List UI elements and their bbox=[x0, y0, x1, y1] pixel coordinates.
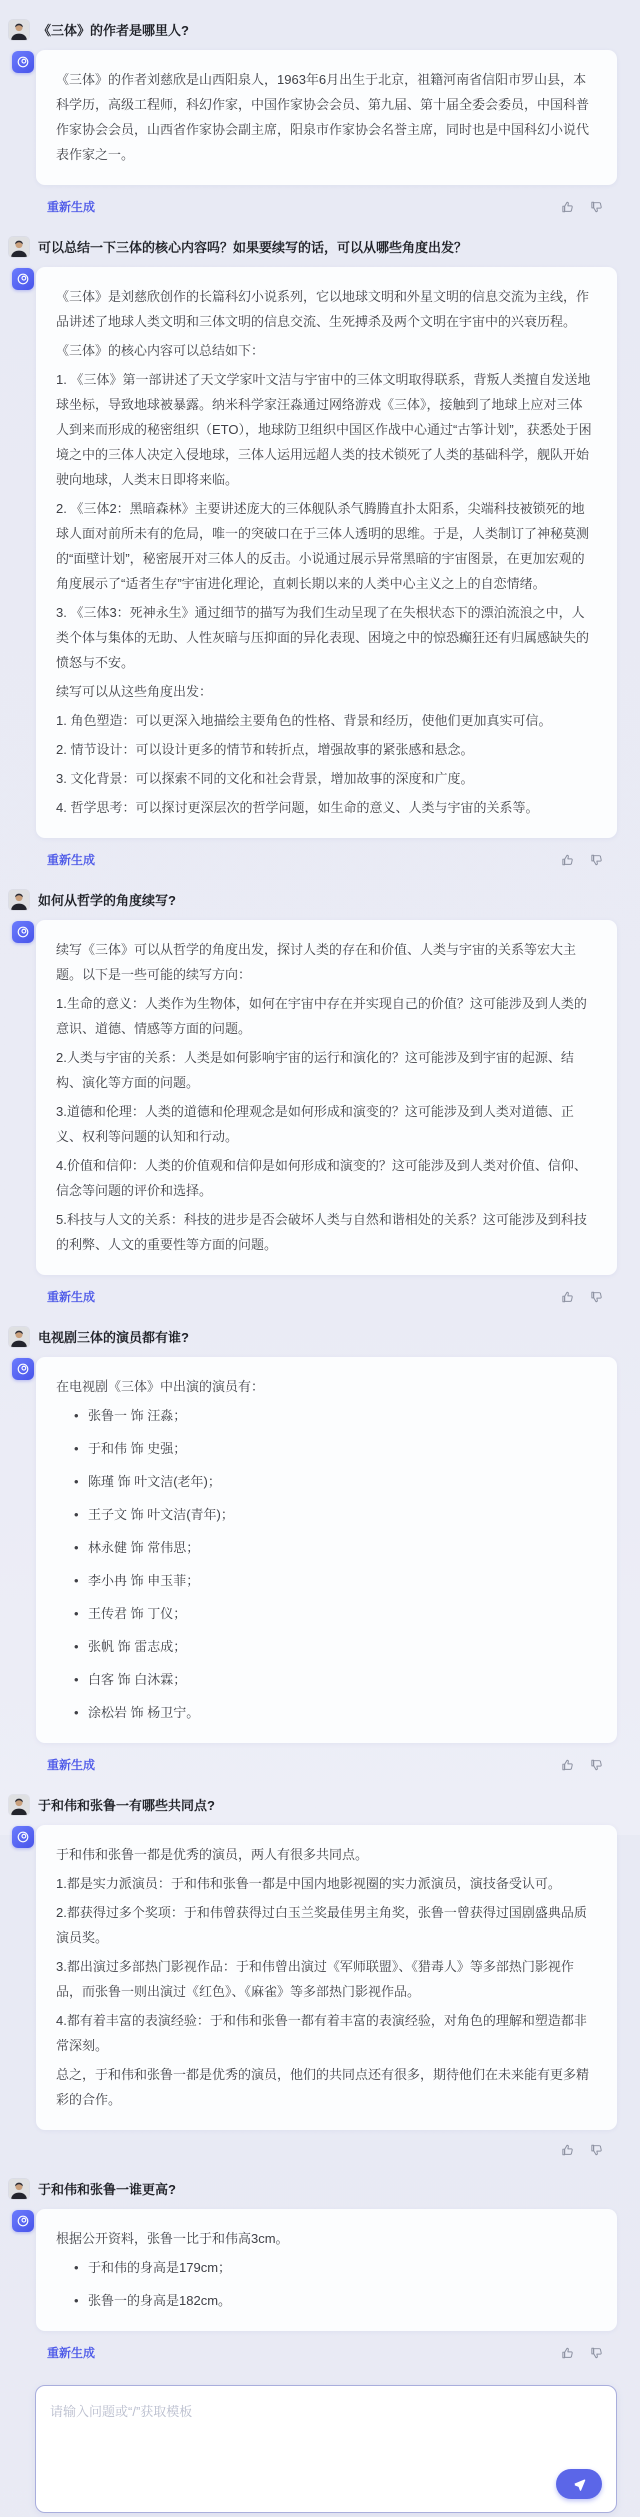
assistant-answer-card bbox=[36, 2209, 617, 2331]
thumbs-down-icon[interactable] bbox=[590, 1290, 604, 1304]
chat-exchange bbox=[0, 882, 640, 1315]
user-avatar bbox=[9, 1795, 29, 1815]
answer-footer bbox=[0, 838, 640, 878]
regenerate-button[interactable]: 重新生成 bbox=[47, 2346, 96, 2360]
bullet-list bbox=[74, 2255, 595, 2313]
user-question-row bbox=[0, 229, 640, 267]
thumbs-up-icon[interactable] bbox=[561, 2346, 575, 2360]
user-question-row bbox=[0, 1319, 640, 1357]
answer-paragraph: 4.都有着丰富的表演经验：于和伟和张鲁一都有着丰富的表演经验，对角色的理解和塑造都非常深刻。 bbox=[56, 2013, 587, 2053]
assistant-answer-card bbox=[36, 1357, 617, 1743]
portrait-avatar-icon bbox=[9, 237, 29, 257]
answer-paragraph: 3.都出演过多部热门影视作品：于和伟曾出演过《军师联盟》、《猎毒人》等多部热门影视作品，而张鲁一则出演过《红色》、《麻雀》等多部热门影视作品。 bbox=[56, 1959, 574, 1999]
thumbs-up-icon[interactable] bbox=[561, 2143, 575, 2157]
regenerate-button[interactable]: 重新生成 bbox=[47, 853, 96, 867]
assistant-answer-row bbox=[0, 1357, 640, 1743]
user-avatar bbox=[9, 2179, 29, 2199]
message-input[interactable] bbox=[36, 2386, 616, 2512]
chat-exchange bbox=[0, 1787, 640, 2167]
assistant-logo-icon bbox=[12, 2210, 34, 2232]
thumbs-down-icon[interactable] bbox=[590, 2143, 604, 2157]
answer-footer bbox=[0, 2331, 640, 2371]
thumbs-up-icon[interactable] bbox=[561, 200, 575, 214]
message-input-box bbox=[35, 2385, 617, 2513]
regenerate-button[interactable]: 重新生成 bbox=[47, 1290, 96, 1304]
bullet-item: • 王传君 饰 丁仪； bbox=[74, 1601, 595, 1626]
paper-plane-icon bbox=[572, 2477, 587, 2492]
answer-paragraph: 1.都是实力派演员：于和伟和张鲁一都是中国内地影视圈的实力派演员，演技备受认可。 bbox=[56, 1876, 561, 1891]
feedback-buttons bbox=[561, 853, 604, 867]
thumbs-up-icon[interactable] bbox=[561, 853, 575, 867]
assistant-answer-row bbox=[0, 920, 640, 1275]
answer-paragraph: 2. 情节设计：可以设计更多的情节和转折点，增强故事的紧张感和悬念。 bbox=[56, 742, 474, 757]
assistant-logo-icon bbox=[12, 921, 34, 943]
portrait-avatar-icon bbox=[9, 20, 29, 40]
answer-paragraph: 3. 文化背景：可以探索不同的文化和社会背景，增加故事的深度和广度。 bbox=[56, 771, 474, 786]
answer-paragraph: 于和伟和张鲁一都是优秀的演员，两人有很多共同点。 bbox=[56, 1847, 369, 1862]
chat-exchange bbox=[0, 2171, 640, 2371]
thumbs-up-icon[interactable] bbox=[561, 1758, 575, 1772]
assistant-answer-row bbox=[0, 2209, 640, 2331]
user-question-text: 可以总结一下三体的核心内容吗？如果要续写的话，可以从哪些角度出发？ bbox=[38, 240, 468, 255]
bullet-item: • 于和伟的身高是179cm； bbox=[74, 2255, 595, 2280]
thumbs-down-icon[interactable] bbox=[590, 2346, 604, 2360]
portrait-avatar-icon bbox=[9, 2179, 29, 2199]
user-question-row bbox=[0, 12, 640, 50]
answer-paragraph: 2.都获得过多个奖项：于和伟曾获得过白玉兰奖最佳男主角奖，张鲁一曾获得过国剧盛典品质演员奖。 bbox=[56, 1905, 587, 1945]
chat-exchange bbox=[0, 12, 640, 225]
user-question-row bbox=[0, 882, 640, 920]
thumbs-up-icon[interactable] bbox=[561, 1290, 575, 1304]
assistant-answer-row bbox=[0, 1825, 640, 2130]
portrait-avatar-icon bbox=[9, 1327, 29, 1347]
answer-paragraph: 在电视剧《三体》中出演的演员有： bbox=[56, 1379, 265, 1394]
portrait-avatar-icon bbox=[9, 890, 29, 910]
bullet-item: • 王子文 饰 叶文洁(青年)； bbox=[74, 1502, 595, 1527]
portrait-avatar-icon bbox=[9, 1795, 29, 1815]
bullet-item: • 陈瑾 饰 叶文洁(老年)； bbox=[74, 1469, 595, 1494]
user-question-row bbox=[0, 1787, 640, 1825]
user-question-text: 于和伟和张鲁一谁更高? bbox=[38, 2182, 176, 2197]
user-avatar bbox=[9, 890, 29, 910]
answer-paragraph: 续写《三体》可以从哲学的角度出发，探讨人类的存在和价值、人类与宇宙的关系等宏大主题。以下是一些可能的续写方向： bbox=[56, 942, 577, 982]
bullet-item: • 于和伟 饰 史强； bbox=[74, 1436, 595, 1461]
answer-paragraph: 1.生命的意义：人类作为生物体，如何在宇宙中存在并实现自己的价值？这可能涉及到人类的意识、道德、情感等方面的问题。 bbox=[56, 996, 587, 1036]
feedback-buttons bbox=[561, 2143, 604, 2157]
answer-paragraph: 3.道德和伦理：人类的道德和伦理观念是如何形成和演变的？这可能涉及到人类对道德、正义、权利等问题的认知和行动。 bbox=[56, 1104, 574, 1144]
answer-paragraph: 《三体》的核心内容可以总结如下： bbox=[56, 343, 265, 358]
bullet-item: • 李小冉 饰 申玉菲； bbox=[74, 1568, 595, 1593]
assistant-answer-card bbox=[36, 267, 617, 838]
chat-thread bbox=[0, 12, 640, 2371]
answer-paragraph: 1. 角色塑造：可以更深入地描绘主要角色的性格、背景和经历，使他们更加真实可信。 bbox=[56, 713, 552, 728]
answer-footer bbox=[0, 1275, 640, 1315]
feedback-buttons bbox=[561, 200, 604, 214]
user-question-text: 如何从哲学的角度续写? bbox=[38, 893, 176, 908]
user-avatar bbox=[9, 20, 29, 40]
answer-paragraph: 《三体》的作者刘慈欣是山西阳泉人，1963年6月出生于北京，祖籍河南省信阳市罗山县，本科学历，高级工程师，科幻作家，中国作家协会会员、第九届、第十届全委会委员，中国科普作家协会会员，山西省作家协会副主席，阳泉市作家协会名誉主席，同时也是中国科幻小说代表作家之一。 bbox=[56, 72, 590, 162]
assistant-logo-icon bbox=[12, 268, 34, 290]
assistant-answer-row bbox=[0, 267, 640, 838]
thumbs-down-icon[interactable] bbox=[590, 853, 604, 867]
assistant-answer-row bbox=[0, 50, 640, 185]
feedback-buttons bbox=[561, 2346, 604, 2360]
answer-paragraph: 总之，于和伟和张鲁一都是优秀的演员，他们的共同点还有很多，期待他们在未来能有更多精彩的合作。 bbox=[56, 2067, 590, 2107]
bullet-item: • 白客 饰 白沐霖； bbox=[74, 1667, 595, 1692]
bullet-item: • 林永健 饰 常伟思； bbox=[74, 1535, 595, 1560]
chat-exchange bbox=[0, 229, 640, 878]
bullet-item: • 张鲁一的身高是182cm。 bbox=[74, 2288, 595, 2313]
send-button[interactable] bbox=[556, 2469, 602, 2499]
bullet-list bbox=[74, 1403, 595, 1725]
assistant-logo-icon bbox=[12, 1826, 34, 1848]
bullet-item: • 张鲁一 饰 汪淼； bbox=[74, 1403, 595, 1428]
answer-footer bbox=[0, 185, 640, 225]
feedback-buttons bbox=[561, 1290, 604, 1304]
assistant-answer-card bbox=[36, 50, 617, 185]
chat-exchange bbox=[0, 1319, 640, 1783]
assistant-logo-icon bbox=[12, 1358, 34, 1380]
answer-paragraph: 2. 《三体2：黑暗森林》主要讲述庞大的三体舰队杀气腾腾直扑太阳系，尖端科技被锁死的地球人面对前所未有的危局，唯一的突破口在于三体人透明的思维。于是，人类制订了神秘莫测的“面壁计划”，秘密展开对三体人的反击。小说通过展示异常黑暗的宇宙图景，在更加宏观的角度展示了“适者生存”宇宙进化理论，直刺长期以来的人类中心主义之上的自恋情绪。 bbox=[56, 501, 590, 591]
bullet-item: • 涂松岩 饰 杨卫宁。 bbox=[74, 1700, 595, 1725]
feedback-buttons bbox=[561, 1758, 604, 1772]
user-question-text: 电视剧三体的演员都有谁? bbox=[38, 1330, 189, 1345]
answer-paragraph: 2.人类与宇宙的关系：人类是如何影响宇宙的运行和演化的？这可能涉及到宇宙的起源、结构、演化等方面的问题。 bbox=[56, 1050, 574, 1090]
answer-paragraph: 4.价值和信仰：人类的价值观和信仰是如何形成和演变的？这可能涉及到人类对价值、信仰、信念等问题的评价和选择。 bbox=[56, 1158, 587, 1198]
user-question-text: 于和伟和张鲁一有哪些共同点? bbox=[38, 1798, 215, 1813]
answer-paragraph: 5.科技与人文的关系：科技的进步是否会破坏人类与自然和谐相处的关系？这可能涉及到科技的利弊、人文的重要性等方面的问题。 bbox=[56, 1212, 587, 1252]
regenerate-button[interactable]: 重新生成 bbox=[47, 1758, 96, 1772]
answer-footer bbox=[0, 2130, 640, 2167]
thumbs-down-icon[interactable] bbox=[590, 1758, 604, 1772]
regenerate-button[interactable]: 重新生成 bbox=[47, 200, 96, 214]
answer-paragraph: 续写可以从这些角度出发： bbox=[56, 684, 213, 699]
user-avatar bbox=[9, 1327, 29, 1347]
answer-paragraph: 3. 《三体3：死神永生》通过细节的描写为我们生动呈现了在失根状态下的漂泊流浪之中，人类个体与集体的无助、人性灰暗与压抑面的异化表现、困境之中的惊恐癫狂还有归属感缺失的愤怒与不安。 bbox=[56, 605, 590, 670]
answer-paragraph: 4. 哲学思考：可以探讨更深层次的哲学问题，如生命的意义、人类与宇宙的关系等。 bbox=[56, 800, 539, 815]
answer-paragraph: 根据公开资料，张鲁一比于和伟高3cm。 bbox=[56, 2231, 289, 2246]
answer-paragraph: 《三体》是刘慈欣创作的长篇科幻小说系列，它以地球文明和外星文明的信息交流为主线，作品讲述了地球人类文明和三体文明的信息交流、生死搏杀及两个文明在宇宙中的兴衰历程。 bbox=[56, 289, 590, 329]
assistant-answer-card bbox=[36, 920, 617, 1275]
assistant-answer-card bbox=[36, 1825, 617, 2130]
bullet-item: • 张帆 饰 雷志成； bbox=[74, 1634, 595, 1659]
user-question-text: 《三体》的作者是哪里人? bbox=[38, 23, 189, 38]
answer-footer bbox=[0, 1743, 640, 1783]
assistant-logo-icon bbox=[12, 51, 34, 73]
user-question-row bbox=[0, 2171, 640, 2209]
answer-paragraph: 1. 《三体》第一部讲述了天文学家叶文洁与宇宙中的三体文明取得联系，背叛人类擅自发送地球坐标，导致地球被暴露。纳米科学家汪淼通过网络游戏《三体》，接触到了地球上应对三体人到来而形成的秘密组织（ETO），地球防卫组织中国区作战中心通过“古筝计划”，获悉处于困境之中的三体人决定入侵地球，三体人运用远超人类的技术锁死了人类的基础科学，舰队开始驶向地球，人类末日即将来临。 bbox=[56, 372, 592, 487]
thumbs-down-icon[interactable] bbox=[590, 200, 604, 214]
user-avatar bbox=[9, 237, 29, 257]
